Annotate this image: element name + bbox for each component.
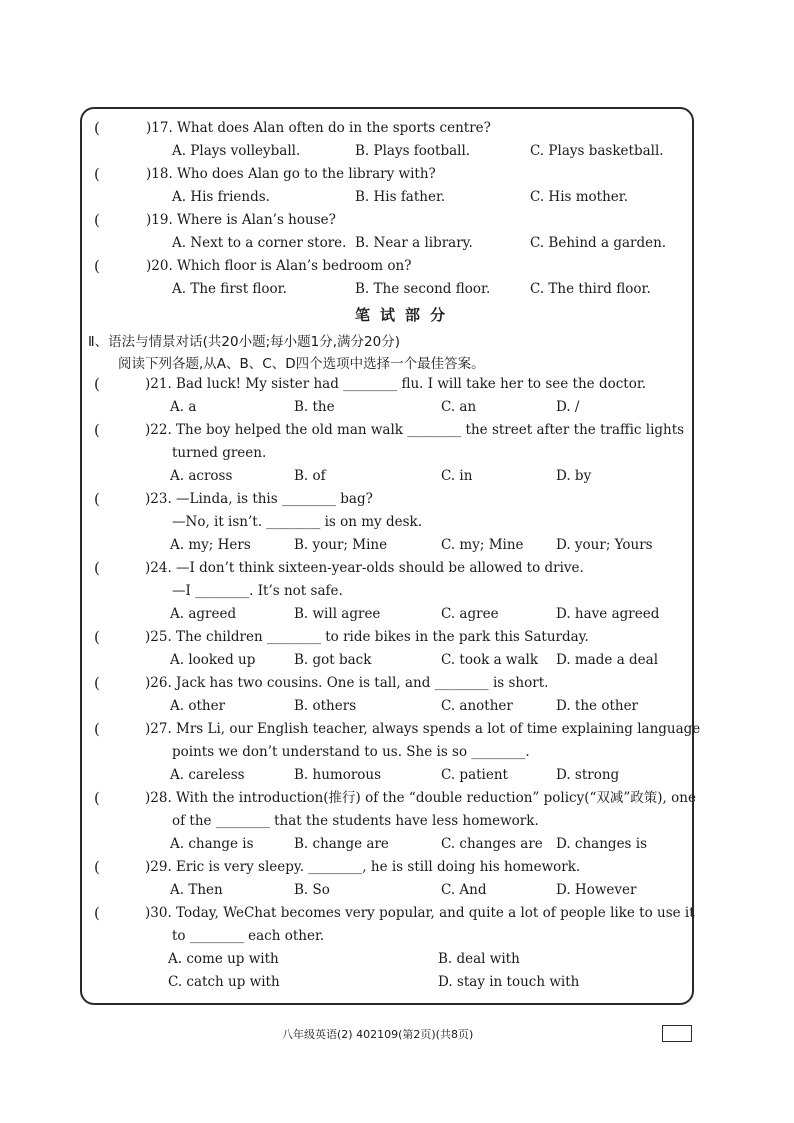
answer-option: A. my; Hers (170, 537, 251, 553)
question-stem-continued: turned green. (172, 445, 267, 461)
answer-option: B. the (294, 399, 335, 415)
answer-bracket: ( (94, 628, 100, 646)
answer-option: D. stay in touch with (438, 974, 580, 990)
answer-option: A. change is (170, 836, 254, 852)
answer-option: B. His father. (355, 189, 446, 205)
answer-option: B. So (294, 882, 330, 898)
answer-option: C. took a walk (441, 652, 539, 668)
answer-option: B. will agree (294, 606, 381, 622)
answer-option: A. looked up (170, 652, 256, 668)
answer-option: C. Behind a garden. (530, 235, 667, 251)
question-stem-continued: —No, it isn’t. ________ is on my desk. (172, 514, 422, 530)
answer-bracket: ( (94, 421, 100, 439)
question-stem: )24. —I don’t think sixteen-year-olds should be allowed to drive. (145, 560, 584, 576)
answer-option: C. Plays basketball. (530, 143, 664, 159)
answer-option: D. the other (556, 698, 639, 714)
answer-bracket: ( (94, 119, 100, 137)
answer-option: B. Near a library. (355, 235, 473, 251)
question-stem: )21. Bad luck! My sister had ________ flu. I will take her to see the doctor. (145, 376, 647, 392)
question-stem: )28. With the introduction(推行) of the “double reduction” policy(“双减”政策), one (145, 790, 696, 806)
section-instruction: 阅读下列各题,从A、B、C、D四个选项中选择一个最佳答案。 (118, 356, 485, 372)
answer-option: C. And (441, 882, 487, 898)
answer-option: C. patient (441, 767, 508, 783)
answer-option: C. The third floor. (530, 281, 651, 297)
answer-option: C. catch up with (168, 974, 280, 990)
answer-option: D. made a deal (556, 652, 659, 668)
question-stem: )25. The children ________ to ride bikes in the park this Saturday. (145, 629, 589, 645)
question-stem: )27. Mrs Li, our English teacher, always spends a lot of time explaining language (145, 721, 701, 737)
answer-option: B. Plays football. (355, 143, 471, 159)
answer-option: D. / (556, 399, 580, 415)
answer-bracket: ( (94, 375, 100, 393)
question-stem-continued: —I ________. It’s not safe. (172, 583, 343, 599)
answer-option: B. humorous (294, 767, 382, 783)
answer-bracket: ( (94, 720, 100, 738)
answer-option: A. The first floor. (172, 281, 287, 297)
question-stem: )17. What does Alan often do in the sports centre? (146, 120, 491, 136)
question-stem: )18. Who does Alan go to the library with? (146, 166, 436, 182)
answer-option: B. got back (294, 652, 372, 668)
answer-option: A. Plays volleyball. (172, 143, 301, 159)
answer-option: C. in (441, 468, 473, 484)
answer-option: A. across (170, 468, 233, 484)
answer-option: A. careless (170, 767, 245, 783)
question-stem: )26. Jack has two cousins. One is tall, and ________ is short. (145, 675, 549, 691)
answer-option: A. a (170, 399, 197, 415)
score-box (662, 1025, 692, 1042)
answer-option: C. agree (441, 606, 499, 622)
answer-option: A. agreed (170, 606, 237, 622)
answer-bracket: ( (94, 904, 100, 922)
answer-bracket: ( (94, 165, 100, 183)
answer-bracket: ( (94, 211, 100, 229)
answer-bracket: ( (94, 257, 100, 275)
answer-bracket: ( (94, 858, 100, 876)
question-stem: )22. The boy helped the old man walk ________ the street after the traffic lights (145, 422, 685, 438)
answer-bracket: ( (94, 559, 100, 577)
answer-option: D. strong (556, 767, 620, 783)
answer-option: A. Next to a corner store. (172, 235, 347, 251)
answer-option: C. my; Mine (441, 537, 524, 553)
answer-option: D. changes is (556, 836, 648, 852)
answer-option: B. others (294, 698, 357, 714)
answer-option: D. your; Yours (556, 537, 653, 553)
question-stem-continued: to ________ each other. (172, 928, 325, 944)
answer-option: D. have agreed (556, 606, 660, 622)
question-stem: )20. Which floor is Alan’s bedroom on? (146, 258, 412, 274)
section-heading: Ⅱ、语法与情景对话(共20小题;每小题1分,满分20分) (88, 334, 400, 350)
question-stem: )19. Where is Alan’s house? (146, 212, 336, 228)
answer-option: C. changes are (441, 836, 543, 852)
answer-bracket: ( (94, 674, 100, 692)
answer-bracket: ( (94, 789, 100, 807)
answer-option: B. change are (294, 836, 389, 852)
question-stem-continued: of the ________ that the students have less homework. (172, 813, 539, 829)
answer-option: B. deal with (438, 951, 520, 967)
answer-option: D. However (556, 882, 637, 898)
answer-option: B. of (294, 468, 326, 484)
question-stem: )30. Today, WeChat becomes very popular, and quite a lot of people like to use it (145, 905, 695, 921)
answer-option: A. other (170, 698, 226, 714)
answer-option: A. come up with (168, 951, 279, 967)
answer-bracket: ( (94, 490, 100, 508)
section-title: 笔试部分 (355, 306, 456, 324)
question-stem: )23. —Linda, is this ________ bag? (145, 491, 373, 507)
answer-option: A. His friends. (172, 189, 270, 205)
question-stem: )29. Eric is very sleepy. ________, he is still doing his homework. (145, 859, 581, 875)
answer-option: D. by (556, 468, 592, 484)
answer-option: B. your; Mine (294, 537, 388, 553)
page-footer: 八年级英语(2) 402109(第2页)(共8页) (282, 1028, 474, 1041)
answer-option: A. Then (170, 882, 223, 898)
answer-option: C. His mother. (530, 189, 629, 205)
question-stem-continued: points we don’t understand to us. She is so ________. (172, 744, 530, 760)
answer-option: C. another (441, 698, 513, 714)
answer-option: B. The second floor. (355, 281, 491, 297)
answer-option: C. an (441, 399, 477, 415)
